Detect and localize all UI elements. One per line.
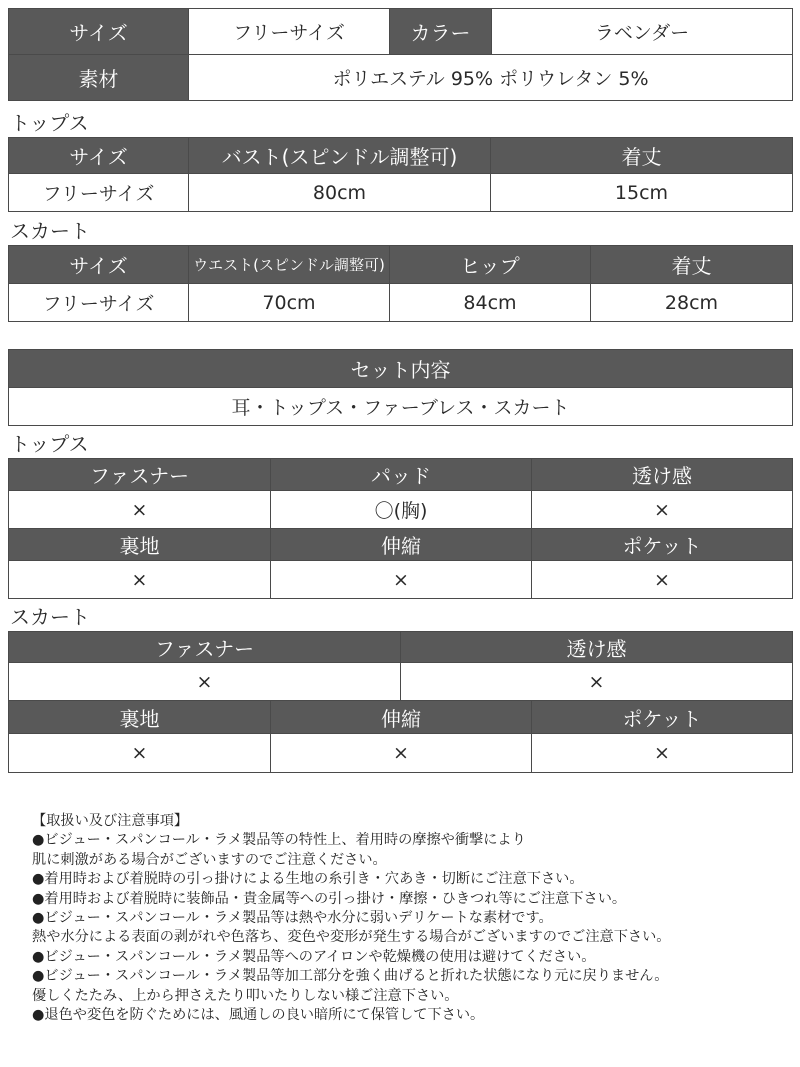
- skirt-zipper-header: ファスナー: [9, 632, 401, 663]
- care-note-line: 肌に刺激がある場合がございますのでご注意ください。: [32, 851, 387, 868]
- tops-zipper-header: ファスナー: [9, 459, 271, 491]
- tops-stretch-value: ×: [271, 561, 532, 599]
- care-note-line: 熱や水分による表面の剥がれや色落ち、変色や変形が発生する場合がございますのでご注意下さい。: [32, 929, 671, 946]
- tops-lining-value: ×: [9, 561, 271, 599]
- tops-lining-header: 裏地: [9, 529, 271, 561]
- skirt-pocket-value: ×: [532, 734, 793, 773]
- skirt-size-header: サイズ: [9, 246, 189, 284]
- material-label: 素材: [9, 55, 189, 101]
- size-value: フリーサイズ: [189, 9, 390, 55]
- care-note-line: ●着用時および着脱時に装飾品・貴金属等への引っ掛け・摩擦・ひきつれ等にご注意下さい。: [32, 890, 627, 907]
- skirt-lining-value: ×: [9, 734, 271, 773]
- skirt-stretch-header: 伸縮: [271, 701, 532, 734]
- skirt-detail-table-top: [8, 631, 793, 701]
- care-note-line: ●退色や変色を防ぐためには、風通しの良い暗所にて保管して下さい。: [32, 1007, 485, 1024]
- tops-size-value: フリーサイズ: [9, 174, 189, 212]
- skirt-sheer-value: ×: [401, 663, 793, 701]
- tops-pad-header: パッド: [271, 459, 532, 491]
- skirt-length-value: 28cm: [591, 284, 793, 322]
- skirt-sheer-header: 透け感: [401, 632, 793, 663]
- color-label: カラー: [390, 9, 492, 55]
- size-label: サイズ: [9, 9, 189, 55]
- skirt-hip-header: ヒップ: [390, 246, 591, 284]
- skirt-lining-header: 裏地: [9, 701, 271, 734]
- skirt-detail-table-bottom: [8, 700, 793, 773]
- care-notes: [32, 812, 670, 1025]
- skirt-size-value: フリーサイズ: [9, 284, 189, 322]
- material-value: ポリエステル 95% ポリウレタン 5%: [189, 55, 793, 101]
- tops-size-section-title: トップス: [10, 111, 89, 135]
- tops-pocket-header: ポケット: [532, 529, 793, 561]
- skirt-size-section-title: スカート: [10, 219, 90, 243]
- tops-stretch-header: 伸縮: [271, 529, 532, 561]
- skirt-waist-value: 70cm: [189, 284, 390, 322]
- care-note-line: ●ビジュー・スパンコール・ラメ製品等は熱や水分に弱いデリケートな素材です。: [32, 910, 553, 927]
- skirt-pocket-header: ポケット: [532, 701, 793, 734]
- tops-sheer-header: 透け感: [532, 459, 793, 491]
- tops-size-table: [8, 137, 793, 212]
- skirt-zipper-value: ×: [9, 663, 401, 701]
- care-note-line: ●ビジュー・スパンコール・ラメ製品等の特性上、着用時の摩擦や衝撃により: [32, 832, 526, 849]
- care-note-line: ●ビジュー・スパンコール・ラメ製品等へのアイロンや乾燥機の使用は避けてください。: [32, 948, 596, 965]
- skirt-hip-value: 84cm: [390, 284, 591, 322]
- care-note-line: ●ビジュー・スパンコール・ラメ製品等加工部分を強く曲げると折れた状態になり元に戻りません。: [32, 968, 669, 985]
- spec-table: [8, 8, 793, 101]
- skirt-waist-header: ウエスト(スピンドル調整可): [189, 246, 390, 284]
- tops-pad-value: 〇(胸): [271, 491, 532, 529]
- care-note-line: ●着用時および着脱時の引っ掛けによる生地の糸引き・穴あき・切断にご注意下さい。: [32, 871, 584, 888]
- set-value: 耳・トップス・ファーブレス・スカート: [9, 388, 793, 426]
- skirt-stretch-value: ×: [271, 734, 532, 773]
- tops-length-value: 15cm: [491, 174, 793, 212]
- tops-bust-value: 80cm: [189, 174, 491, 212]
- color-value: ラベンダー: [492, 9, 793, 55]
- tops-size-header: サイズ: [9, 138, 189, 174]
- care-note-line: 優しくたたみ、上から押さえたり叩いたりしない様ご注意下さい。: [32, 987, 459, 1004]
- tops-sheer-value: ×: [532, 491, 793, 529]
- tops-bust-header: バスト(スピンドル調整可): [189, 138, 491, 174]
- skirt-length-header: 着丈: [591, 246, 793, 284]
- tops-zipper-value: ×: [9, 491, 271, 529]
- skirt-size-table: [8, 245, 793, 322]
- tops-pocket-value: ×: [532, 561, 793, 599]
- tops-detail-table: [8, 458, 793, 599]
- set-header: セット内容: [9, 350, 793, 388]
- tops-detail-section-title: トップス: [10, 432, 89, 456]
- tops-length-header: 着丈: [491, 138, 793, 174]
- skirt-detail-section-title: スカート: [10, 605, 90, 629]
- set-table: [8, 349, 793, 426]
- care-notes-title: 【取扱い及び注意事項】: [32, 813, 189, 829]
